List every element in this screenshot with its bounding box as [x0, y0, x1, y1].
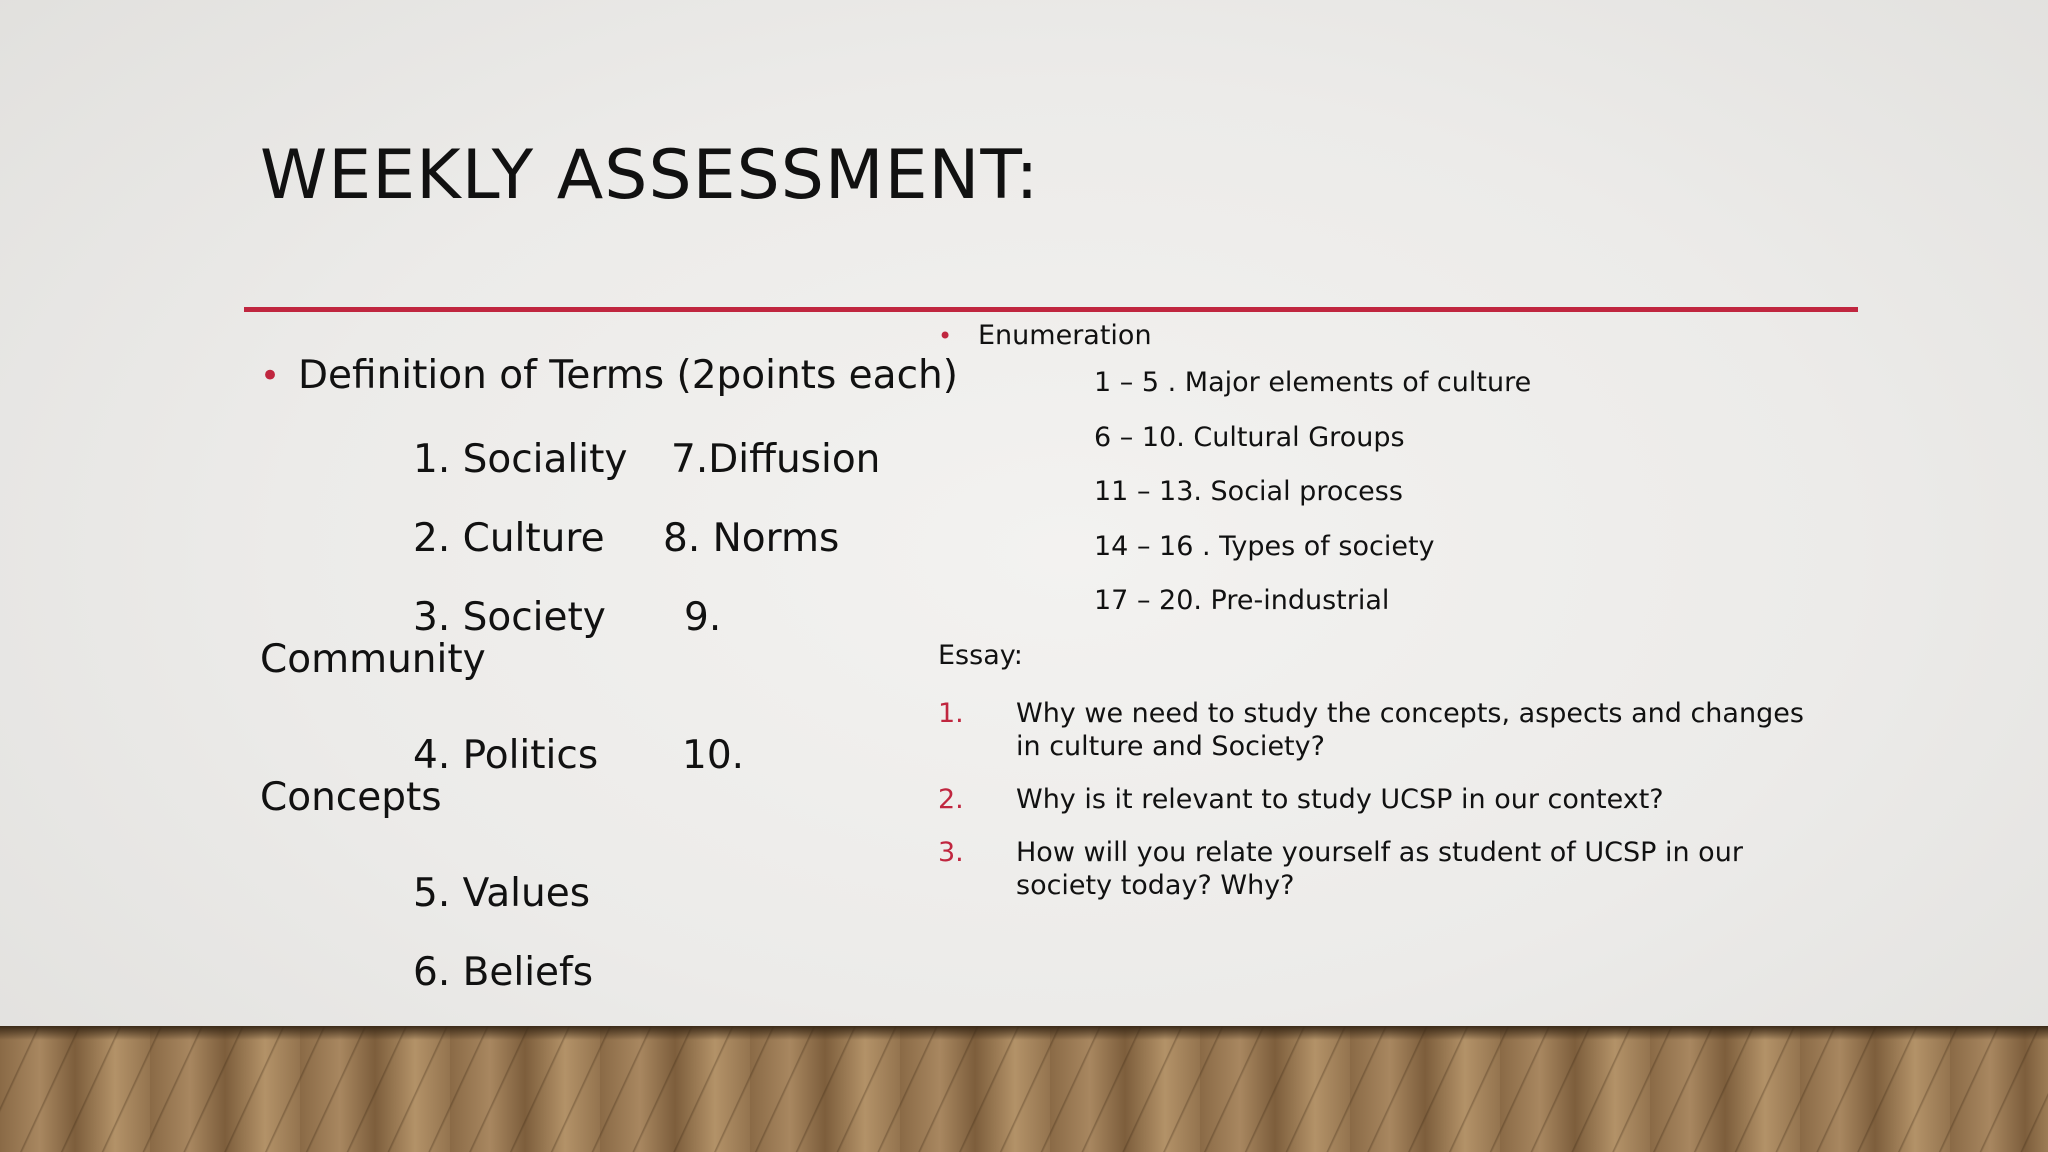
title-divider — [244, 307, 1858, 312]
essay-list — [938, 697, 1938, 902]
enumeration-item: 17 – 20. Pre-industrial — [1094, 585, 1390, 617]
essay-number: 1. — [938, 697, 964, 729]
enumeration-label: Enumeration — [978, 320, 1152, 351]
term-row — [260, 578, 920, 657]
floor-shadow — [0, 1026, 2048, 1040]
term-row — [260, 499, 920, 578]
essay-text: Why we need to study the concepts, aspects and changes in culture and Society? — [1016, 697, 1804, 762]
definition-section — [260, 340, 958, 1012]
term-row — [260, 716, 920, 795]
essay-number: 3. — [938, 836, 964, 868]
term: 10. — [682, 733, 745, 778]
term-wrap: Concepts — [260, 775, 442, 820]
essay-number: 2. — [938, 783, 964, 815]
term-row — [260, 420, 920, 499]
enumeration-list — [938, 356, 1938, 629]
enumeration-item: 14 – 16 . Types of society — [1094, 530, 1435, 562]
wood-floor-background — [0, 1026, 2048, 1152]
bullet-icon: • — [260, 356, 281, 396]
bullet-icon: • — [938, 322, 953, 350]
term: 1. Sociality — [413, 437, 628, 482]
essay-question — [938, 697, 1938, 763]
essay-question — [938, 836, 1938, 902]
term: 9. — [684, 595, 722, 640]
definition-heading-item — [260, 340, 958, 412]
enumeration-item: 1 – 5 . Major elements of culture — [1094, 367, 1532, 398]
term: 6. Beliefs — [413, 950, 594, 995]
enumeration-item: 11 – 13. Social process — [1094, 476, 1403, 508]
definition-heading: Definition of Terms (2points each) — [298, 353, 958, 398]
essay-label: Essay: — [938, 639, 1023, 671]
term-row — [260, 854, 920, 933]
term: 5. Values — [413, 871, 591, 916]
essay-text: How will you relate yourself as student of UCSP in our society today? Why? — [1016, 836, 1743, 901]
term: 2. Culture — [413, 516, 605, 561]
term: 3. Society — [413, 595, 606, 640]
term-row — [260, 933, 920, 1012]
term-wrap: Community — [260, 637, 486, 682]
essay-text: Why is it relevant to study UCSP in our context? — [1016, 783, 1664, 815]
enumeration-heading-item — [938, 316, 1938, 356]
essay-question — [938, 783, 1938, 816]
slide-title: WEEKLY ASSESSMENT: — [260, 136, 1040, 215]
term: 8. Norms — [663, 516, 840, 561]
term: 7.Diffusion — [671, 437, 881, 482]
assessment-details — [938, 316, 1938, 902]
term-list — [260, 420, 920, 1012]
enumeration-item: 6 – 10. Cultural Groups — [1094, 421, 1405, 453]
term: 4. Politics — [413, 733, 599, 778]
